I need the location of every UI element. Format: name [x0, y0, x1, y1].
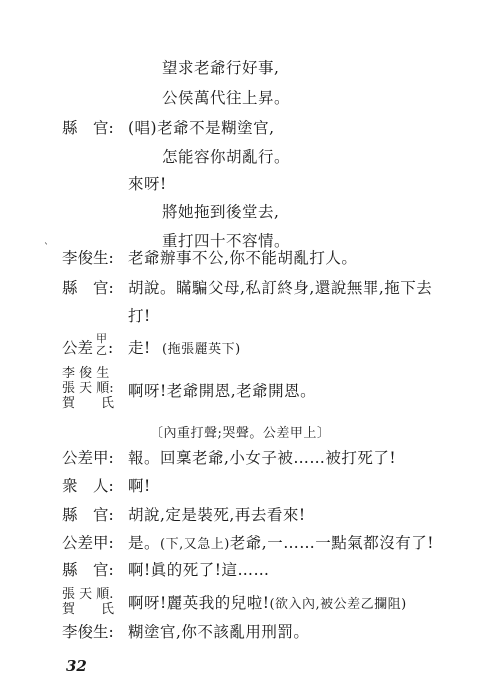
dialogue-line: 啊! — [128, 477, 151, 495]
speaker-label: 衆 人: — [62, 477, 114, 495]
verse-line: 重打四十不容情。 — [162, 232, 291, 250]
stage-direction: (欲入內,被公差乙攔阻) — [269, 597, 407, 612]
speaker-name: 賀 氏 — [62, 396, 115, 411]
dialogue-line: 來呀! — [128, 175, 167, 193]
speaker-name: 李 俊 生 — [62, 366, 110, 381]
dialogue-line: 胡說。瞞騙父母,私訂終身,還說無罪,拖下去 — [128, 279, 433, 297]
dialogue-text: 是。 — [128, 534, 161, 552]
speaker-label: 縣 官: — [62, 561, 114, 579]
speaker-label: 縣 官: — [62, 506, 114, 524]
speaker-label: 縣 官: — [62, 119, 114, 137]
speaker-label: 縣 官: — [62, 279, 114, 297]
stage-direction: 〔內重打聲;哭聲。公差甲上〕 — [150, 426, 331, 441]
speaker-label: 公差甲: — [62, 534, 114, 552]
dialogue-line: 走! — [128, 339, 151, 357]
dialogue-line: 胡說,定是裝死,再去看來! — [128, 506, 306, 524]
dialogue-line: 老爺辦事不公,你不能胡亂打人。 — [128, 249, 358, 267]
dialogue-line: 報。回稟老爺,小女子被……被打死了! — [128, 449, 397, 467]
verse-line: 將她拖到後堂去, — [162, 203, 280, 221]
dialogue-line — [128, 593, 407, 615]
speaker-name: 賀 氏 — [62, 602, 115, 617]
speaker-label: 李俊生: — [62, 623, 114, 641]
speaker-sub-label: 乙 — [96, 344, 107, 357]
speaker-group — [62, 366, 114, 411]
dialogue-line: 啊呀!老爺開恩,老爺開恩。 — [128, 382, 317, 400]
verse-line: 公侯萬代往上昇。 — [162, 89, 291, 107]
dialogue-line: (唱)老爺不是糊塗官, — [128, 119, 275, 137]
page-number: 32 — [66, 657, 87, 675]
speaker-name: 張 天 順: — [62, 381, 114, 396]
speaker-label: 李俊生: — [62, 249, 114, 267]
speaker-name: 張 天 順. — [62, 587, 114, 602]
dialogue-text: 啊呀!麗英我的兒啦! — [128, 594, 270, 612]
speaker-colon: : — [108, 339, 114, 357]
dialogue-line — [128, 533, 434, 555]
speaker-label: 公差甲: — [62, 449, 114, 467]
dialogue-line: 打! — [128, 307, 151, 325]
margin-mark: ` — [44, 243, 49, 254]
dialogue-line: 糊塗官,你不該亂用刑罰。 — [128, 623, 310, 641]
dialogue-text: 老爺,一……一點氣都沒有了! — [229, 534, 434, 552]
verse-line: 怎能容你胡亂行。 — [162, 148, 291, 166]
stage-direction: (拖張麗英下) — [162, 342, 241, 357]
speaker-label: 公差 — [62, 339, 94, 357]
dialogue-line: 啊!眞的死了!這…… — [128, 561, 270, 579]
verse-line: 望求老爺行好事, — [162, 59, 280, 77]
speaker-group — [62, 587, 114, 617]
stage-direction: (下,又急上) — [160, 537, 230, 552]
speaker-sub-label: 甲 — [96, 332, 107, 345]
